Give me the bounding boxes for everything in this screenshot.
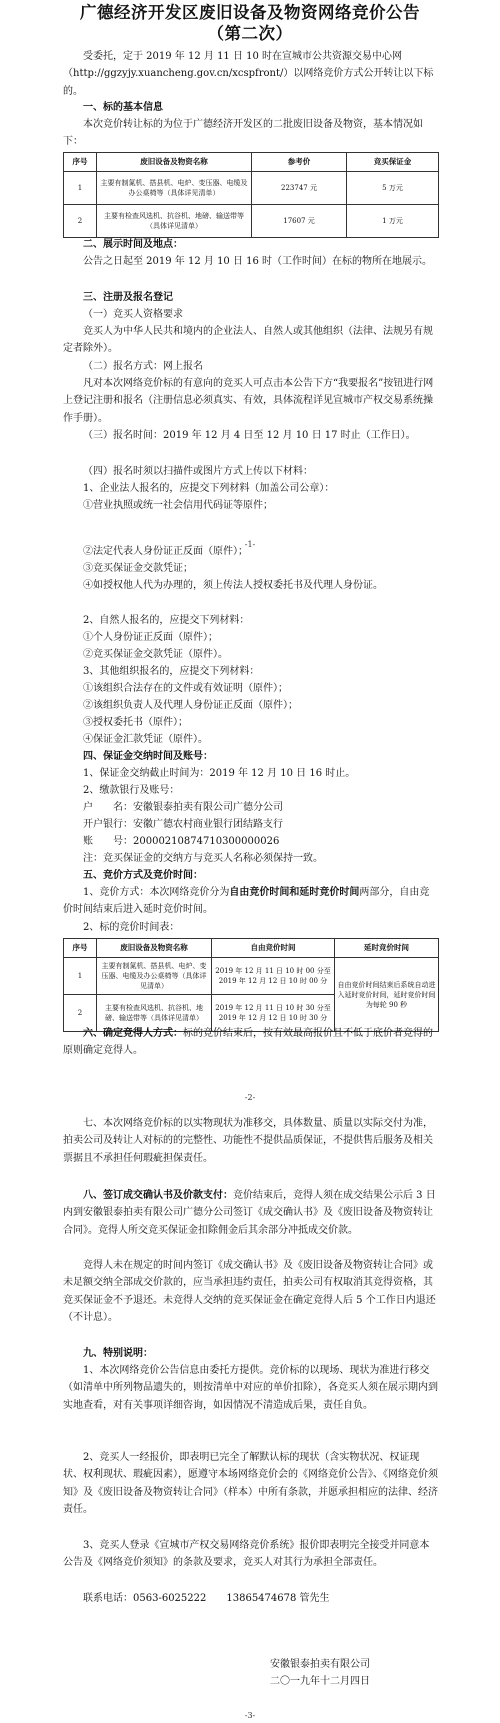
- section-9-title: 九、特别说明：: [83, 1348, 153, 1359]
- section-3-title: 三、注册及报名登记: [83, 292, 173, 303]
- section-9-3: 3、竞买人登录《宣城市产权交易网络竞价系统》报价即表明完全接受并同意本公告及《网络竞价须知》的条款及要求，竞买人对其行为承担全部责任。: [63, 1540, 430, 1569]
- cell-no: 2: [64, 995, 97, 1032]
- section-3-4-1: 1、企业法人报名的，应提交下列材料（加盖公司公章）：: [83, 483, 335, 494]
- section-5-1-a: 1、竞价方式：本次网络竞价分为: [83, 887, 230, 898]
- cell-deposit: 5 万元: [347, 172, 439, 205]
- section-5-1: [63, 884, 439, 919]
- p2-line: ②法定代表人身份证正反面（原件）；: [83, 546, 248, 557]
- cell-no: 2: [64, 205, 97, 238]
- table-row: [64, 172, 439, 205]
- table-header-row: [64, 939, 439, 958]
- section-7: 七、本次网络竞价标的以实物现状为准移交，具体数量、质量以实际交付为准，拍卖公司及转让人对标的的完整性、功能性不提供品质保证，不提供售后服务及相关票据且不承担任何瑕疵担保责任。: [63, 1118, 433, 1164]
- intro-paragraph: 受委托，定于 2019 年 12 月 11 日 10 时在宣城市公共资源交易中心网（http://ggzyjy.xuancheng.gov.cn/xcspfront/）以网络竞价方式公开转让以下标的。: [63, 51, 434, 97]
- section-6-title: 六、确定竞得人方式：: [83, 1028, 183, 1039]
- cell-ref-price: 17607 元: [252, 205, 347, 238]
- cell-no: 1: [64, 958, 97, 995]
- p2-line: ②竞买保证金交款凭证（原件）。: [83, 649, 228, 660]
- section-5-title: 五、竞价方式及竞价时间：: [83, 870, 203, 881]
- account-number: 账 号：20000210874710300000026: [83, 836, 280, 847]
- th-name: 废旧设备及物资名称: [97, 153, 252, 172]
- th-free-bid-time: 自由竞价时间: [212, 939, 335, 958]
- p2-line: ③授权委托书（原件）；: [83, 717, 188, 728]
- th-deposit: 竞买保证金: [347, 153, 439, 172]
- section-3-4: （四）报名时须以扫描件或图片方式上传以下材料：: [83, 466, 313, 477]
- account-name: 户 名：安徽银泰拍卖有限公司广德分公司: [83, 802, 283, 813]
- section-8-text-b: 竞得人未在规定的时间内签订《成交确认书》及《废旧设备及物资转让合同》或未足额交纳全部成交价款的，应当承担违约责任，拍卖公司有权取消其竞得资格，其竞买保证金不予退还。未竞得人交纳的竞买保证金在确定竞得人后 5 个工作日内退还（不计息）。: [63, 1260, 436, 1323]
- section-8-text-a: 竞价结束后，竞得人须在成交结果公示后 3 日内到安徽银泰拍卖有限公司广德分公司签订《成交确认书》及《废旧设备及物资转让合同》。竞得人所交竞买保证金扣除佣金后其余部分冲抵成交价款。: [63, 1190, 436, 1236]
- section-5-1-b: 自由竞价时间和延时竞价时间: [229, 887, 360, 898]
- page-number: -3-: [244, 1711, 256, 1720]
- th-name: 废旧设备及物资名称: [97, 939, 212, 958]
- page-1: [0, 0, 500, 555]
- table-bid-schedule: [63, 938, 439, 1032]
- contact-phone: 联系电话：0563-6025222 13865474678 管先生: [83, 1593, 330, 1604]
- th-no: 序号: [64, 939, 97, 958]
- section-2-title: 二、展示时间及地点：: [83, 239, 183, 250]
- p2-line: ④如授权他人代为办理的，须上传法人授权委托书及代理人身份证。: [83, 580, 383, 591]
- cell-name: 主要有制氮机、搭县机、电炉、变压器、电缆及办公桌椅等（具体详见清单）: [97, 958, 212, 995]
- section-3-2: （二）报名方式：网上报名: [83, 361, 203, 372]
- section-8-title: 八、签订成交确认书及价款支付：: [83, 1190, 233, 1201]
- section-3-4-1a: ①营业执照或统一社会信用代码证等原件；: [83, 500, 273, 511]
- th-ref-price: 参考价: [252, 153, 347, 172]
- section-9-1: 1、本次网络竞价公告信息由委托方提供。竞价标的以现场、现状为准进行移交（如清单中所列物品遗失的，则按清单中对应的单价扣除），各竞买人须在展示期内到实地查看，对有关事项详细咨询，如因情况不清造成后果，责任自负。: [63, 1365, 438, 1411]
- section-5-1-c: 两部分，自由竞价时间结束后进入延时竞价时间。: [63, 887, 430, 916]
- title-line-2: （第二次）: [207, 24, 293, 43]
- section-3-2-text: 凡对本次网络竞价标的有意向的竞买人可点击本公告下方“我要报名”按钮进行网上登记注册和报名（注册信息必须真实、有效，具体流程详见宣城市产权交易系统操作手册）。: [63, 378, 434, 424]
- cell-name: 主要有制氮机、搭县机、电炉、变压器、电缆及办公桌椅等（具体详见清单）: [97, 172, 252, 205]
- section-4-title: 四、保证金交纳时间及账号：: [83, 751, 213, 762]
- table-row: [64, 205, 439, 238]
- p2-line: 2、自然人报名的，应提交下列材料：: [83, 615, 250, 626]
- table-header-row: [64, 153, 439, 172]
- signature-org: 安徽银泰拍卖有限公司: [270, 1659, 370, 1670]
- section-3-1: （一）竞买人资格要求: [83, 309, 183, 320]
- section-4-2: 2、缴款银行及账号：: [83, 785, 180, 796]
- cell-no: 1: [64, 172, 97, 205]
- p2-line: ①该组织合法存在的文件或有效证明（原件）；: [83, 683, 288, 694]
- p2-line: ②该组织负责人及代理人身份证正反面（原件）；: [83, 700, 298, 711]
- page-3: [0, 1105, 500, 1723]
- cell-deposit: 1 万元: [347, 205, 439, 238]
- p2-line: 3、其他组织报名的，应提交下列材料：: [83, 666, 260, 677]
- cell-free-time: 2019 年 12 月 11 日 10 时 30 分至 2019 年 12 月 12 日 10 时 30 分: [212, 995, 335, 1032]
- cell-name: 主要有检查风选机、抗谷机、地磅、输送带等（具体详见清单）: [97, 205, 252, 238]
- account-bank: 开户银行：安徽广德农村商业银行团结路支行: [83, 819, 283, 830]
- p2-line: ③竞买保证金交款凭证；: [83, 563, 193, 574]
- section-9-2: 2、竞买人一经报价，即表明已完全了解默认标的现状（含实物状况、权证现状、权利现状、瑕疵因素），愿遵守本场网络竞价会的《网络竞价公告》、《网络竞价须知》及《废旧设备及物资转让合同》（样本）中所有条款，并愿承担相应的法律、经济责任。: [63, 1452, 438, 1515]
- section-6: [63, 1025, 439, 1060]
- page-number: -2-: [244, 1093, 256, 1102]
- section-6-text: 标的竞价结束后，按有效最高报价且不低于底价者竞得的原则确定竞得人。: [63, 1028, 433, 1057]
- page-2: [0, 546, 500, 1105]
- section-3-1-text: 竞买人为中华人民共和境内的企业法人、自然人或其他组织（法律、法规另有规定者除外）。: [63, 326, 433, 355]
- section-5-2: 2、标的竞价时间表：: [83, 922, 180, 933]
- section-1-title: 一、标的基本信息: [83, 102, 163, 113]
- section-2-text: 公告之日起至 2019 年 12 月 10 日 16 时（工作时间）在标的物所在地展示。: [83, 256, 433, 267]
- section-1-text: 本次竞价转让标的为位于广德经济开发区的二批废旧设备及物资，基本情况如下：: [63, 119, 423, 148]
- table-basic-info: [63, 152, 439, 238]
- cell-name: 主要有检查风选机、抗谷机、地磅、输送带等（具体详见清单）: [97, 995, 212, 1032]
- th-delay-bid-time: 延时竞价时间: [335, 939, 439, 958]
- cell-free-time: 2019 年 12 月 11 日 10 时 00 分至 2019 年 12 月 12 日 10 时 00 分: [212, 958, 335, 995]
- section-3-3: （三）报名时间：2019 年 12 月 4 日至 12 月 10 日 17 时止（工作日）。: [83, 430, 416, 441]
- p2-line: ④保证金汇款凭证（原件）。: [83, 734, 208, 745]
- section-4-note: 注：竞买保证金的交纳方与竞买人名称必须保持一致。: [83, 853, 323, 864]
- title-line-1: 广德经济开发区废旧设备及物资网络竞价公告: [80, 3, 420, 22]
- p2-line: ①个人身份证正反面（原件）；: [83, 632, 218, 643]
- page-number: -1-: [244, 540, 256, 549]
- cell-delay-time: 自由竞价时间结束后系统自动进入延时竞价时间，延时竞价时间为每轮 90 秒: [335, 958, 439, 1032]
- th-no: 序号: [64, 153, 97, 172]
- document-title: [20, 2, 480, 44]
- signature-date: 二〇一九年十二月四日: [270, 1676, 370, 1687]
- section-4-1: 1、保证金交纳截止时间为：2019 年 12 月 10 日 16 时止。: [83, 768, 356, 779]
- section-8: [63, 1187, 439, 1239]
- cell-ref-price: 223747 元: [252, 172, 347, 205]
- table-row: [64, 958, 439, 995]
